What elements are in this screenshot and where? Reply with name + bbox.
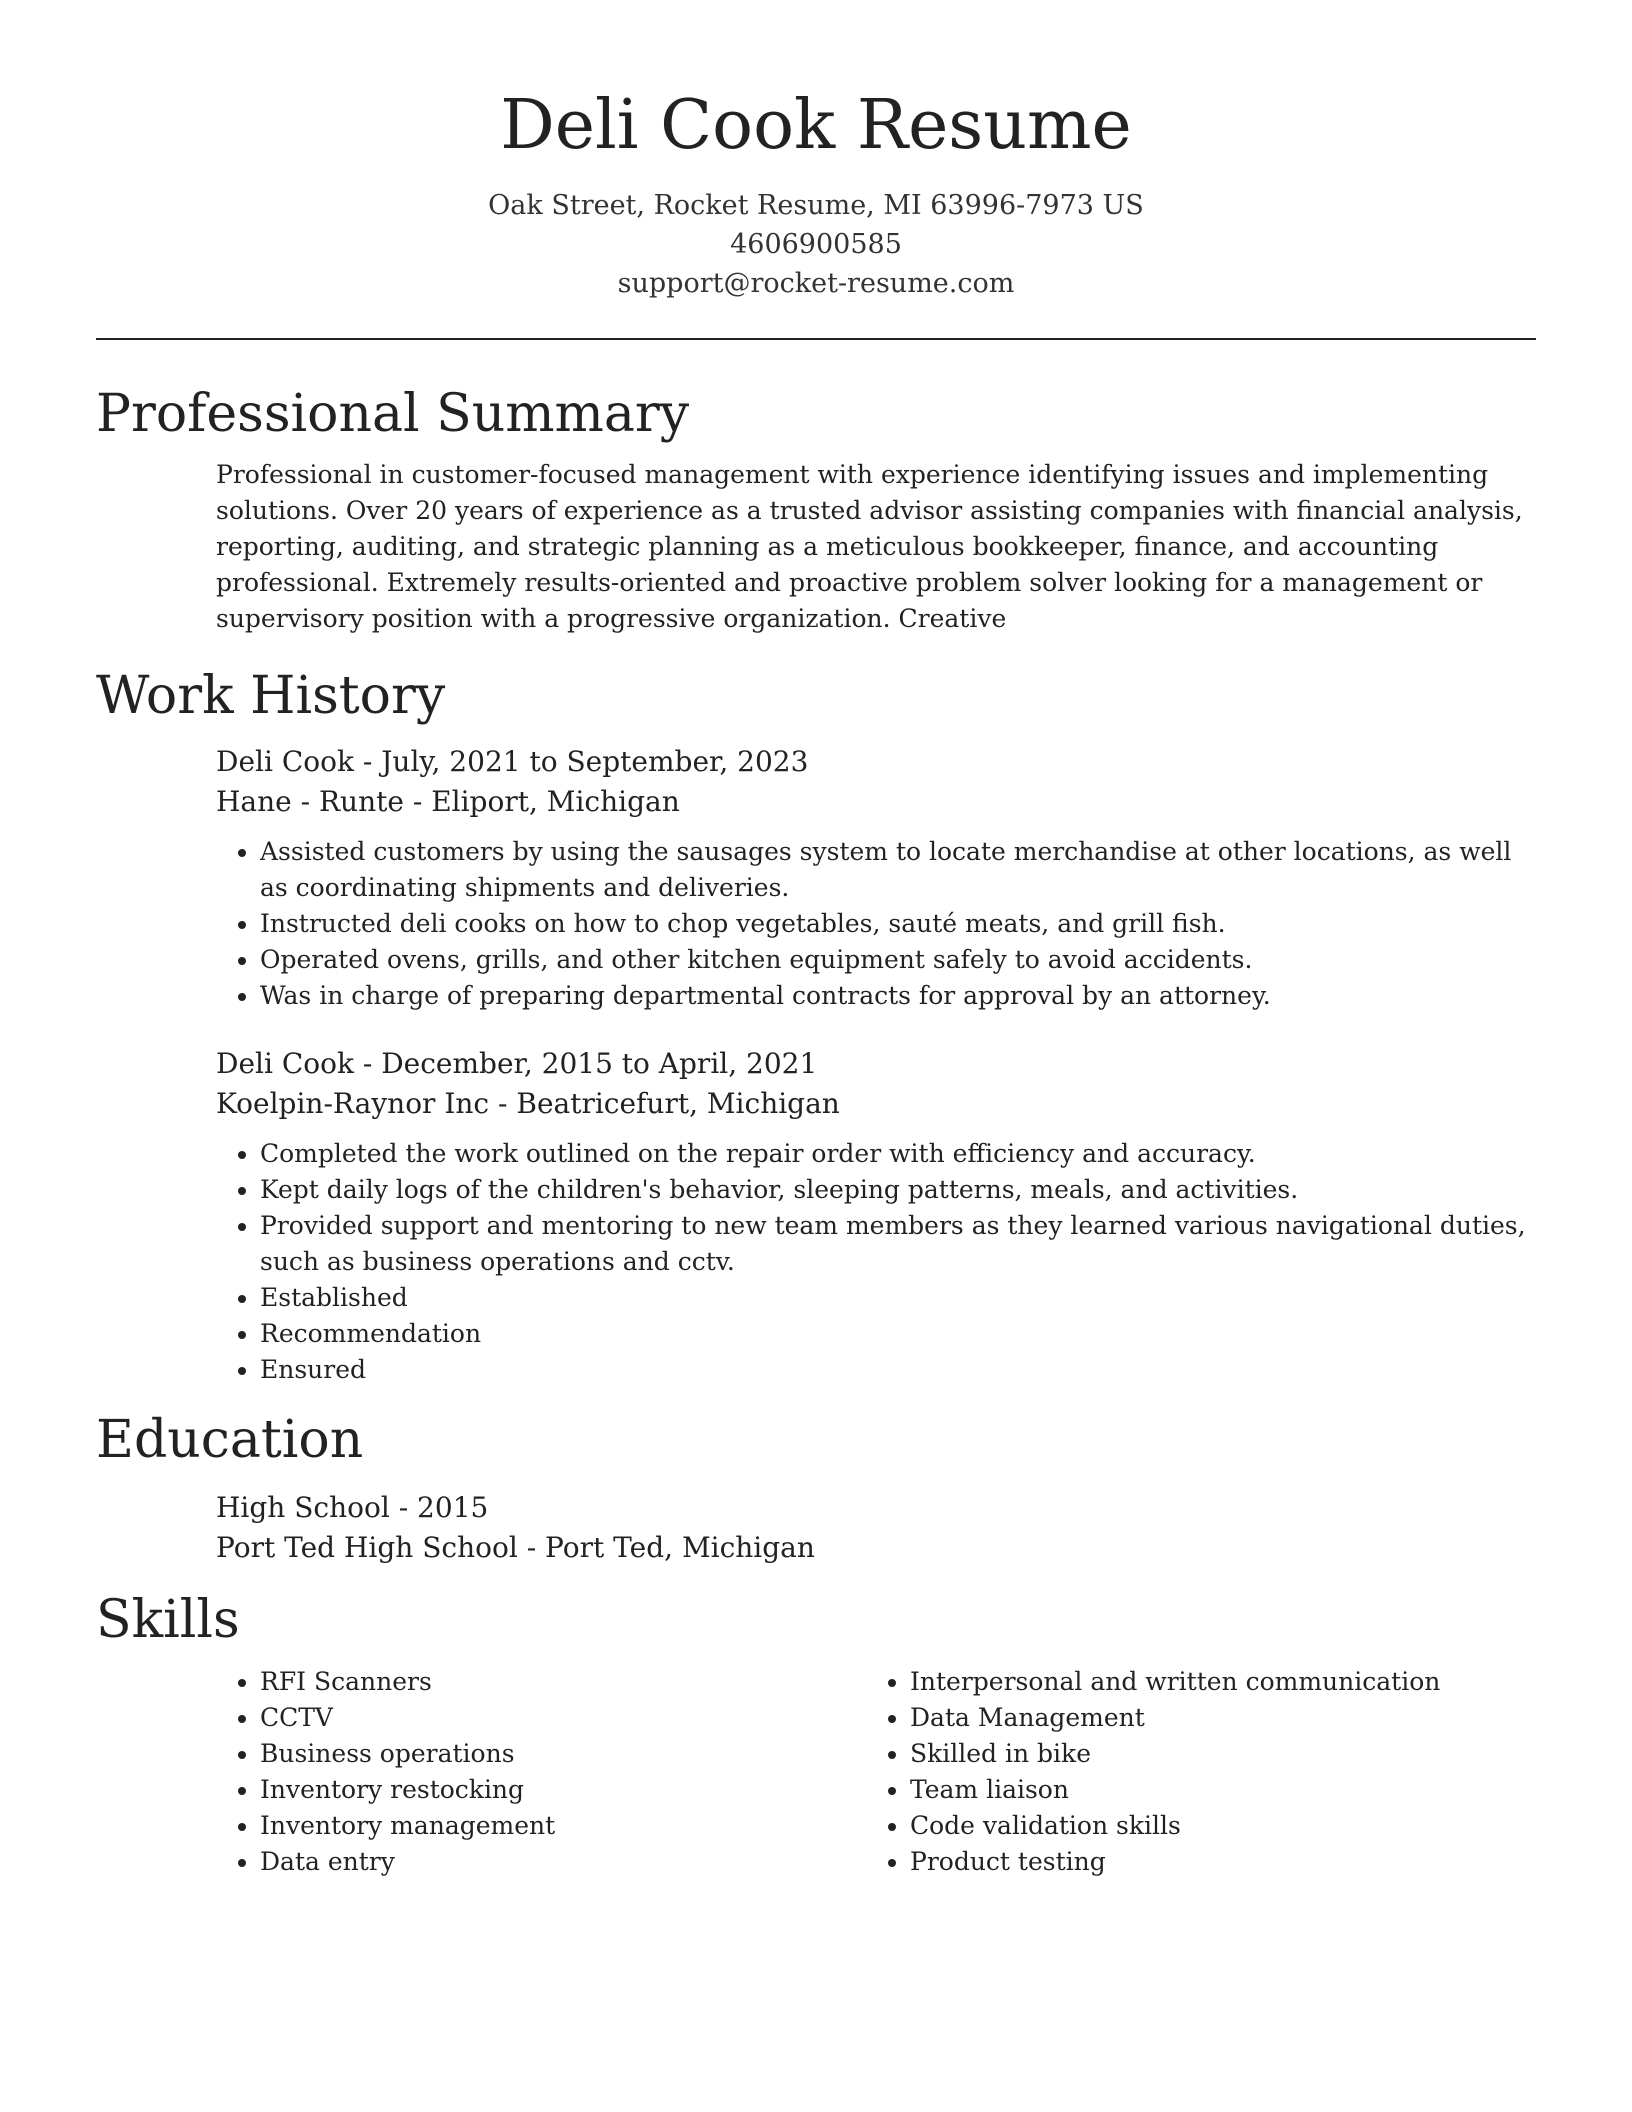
list-item: • RFI Scanners [260,1664,866,1700]
resume-header [96,0,1536,303]
section-title-skills: Skills [96,1590,240,1650]
section-title-work: Work History [96,666,446,726]
job-company: Hane - Runte - Eliport, Michigan [216,785,680,818]
skills-list-right [866,1664,1516,1880]
list-item: • CCTV [260,1700,866,1736]
professional-summary-section [96,380,1536,637]
list-item: • Completed the work outlined on the repair order with efficiency and accuracy. [260,1136,1536,1172]
list-item: • Operated ovens, grills, and other kitchen equipment safely to avoid accidents. [260,942,1536,978]
summary-text: Professional in customer-focused management with experience identifying issues and implementing solutions. Over 20 years of experience as a trusted advisor assisting companies with financial analysis, reporting, auditing, and strategic planning as a meticulous bookkeeper, finance, and accounting professional. Extremely results-oriented and proactive problem solver looking for a management or supervisory position with a progressive organization. Creative [216,460,1523,633]
skills-column-right [866,1664,1516,1880]
skills-columns [216,1664,1536,1880]
skills-body [96,1664,1536,1880]
job-title: Deli Cook - December, 2015 to April, 2021 [216,1047,818,1080]
list-item: • Inventory management [260,1808,866,1844]
list-item: • Recommendation [260,1316,1536,1352]
list-item: • Assisted customers by using the sausages system to locate merchandise at other locations, as well as coordinating shipments and deliveries. [260,834,1536,906]
resume-title: Deli Cook Resume [500,86,1132,165]
header-divider [96,338,1536,340]
list-item: • Data Management [910,1700,1516,1736]
section-title-summary: Professional Summary [96,384,690,444]
work-history-section [96,662,1536,1388]
job-bullets [216,834,1536,1014]
job-entry [216,742,1536,1014]
job-bullets [216,1136,1536,1388]
list-item: • Skilled in bike [910,1736,1516,1772]
section-title-education: Education [96,1410,364,1470]
contact-info [96,186,1536,303]
job-company: Koelpin-Raynor Inc - Beatricefurt, Michigan [216,1087,840,1120]
list-item: • Product testing [910,1844,1516,1880]
education-degree: High School - 2015 [216,1491,489,1524]
list-item: • Provided support and mentoring to new team members as they learned various navigational duties, such as business operations and cctv. [260,1208,1536,1280]
email: support@rocket-resume.com [617,268,1015,299]
job-title: Deli Cook - July, 2021 to September, 2023 [216,745,809,778]
job-entry [216,1044,1536,1388]
work-history-body [96,742,1536,1388]
education-body [96,1488,1536,1568]
skills-column-left [216,1664,866,1880]
skills-list-left [216,1664,866,1880]
education-school: Port Ted High School - Port Ted, Michigan [216,1531,815,1564]
list-item: • Instructed deli cooks on how to chop vegetables, sauté meats, and grill fish. [260,906,1536,942]
education-section [96,1406,1536,1568]
address: Oak Street, Rocket Resume, MI 63996-7973 US [488,190,1144,221]
list-item: • Ensured [260,1352,1536,1388]
list-item: • Business operations [260,1736,866,1772]
list-item: • Established [260,1280,1536,1316]
list-item: • Kept daily logs of the children's behavior, sleeping patterns, meals, and activities. [260,1172,1536,1208]
list-item: • Data entry [260,1844,866,1880]
list-item: • Code validation skills [910,1808,1516,1844]
list-item: • Team liaison [910,1772,1516,1808]
phone: 4606900585 [730,229,902,260]
list-item: • Was in charge of preparing departmental contracts for approval by an attorney. [260,978,1536,1014]
list-item: • Interpersonal and written communication [910,1664,1516,1700]
list-item: • Inventory restocking [260,1772,866,1808]
resume-page [96,0,1536,1880]
skills-section [96,1586,1536,1880]
